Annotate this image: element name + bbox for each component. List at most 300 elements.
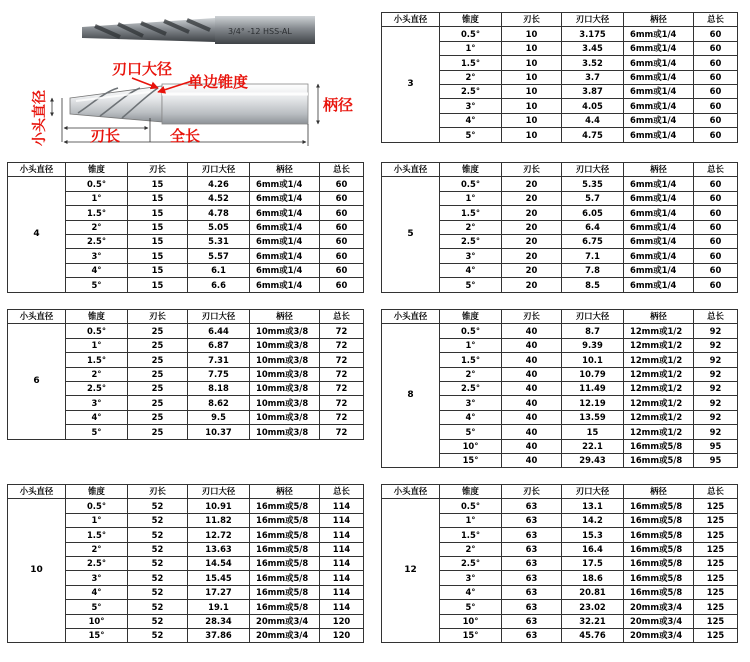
taper-cell: 1°: [440, 338, 502, 352]
column-header: 总长: [694, 13, 738, 27]
taper-cell: 5°: [440, 278, 502, 292]
flute-length-cell: 40: [502, 425, 562, 439]
overall-length-cell: 72: [320, 381, 364, 395]
overall-length-cell: 60: [694, 220, 738, 234]
overall-length-cell: 125: [694, 628, 738, 642]
cutting-diameter-cell: 15.45: [188, 571, 250, 585]
flute-length-cell: 63: [502, 556, 562, 570]
shank-cell: 6mm或1/4: [250, 206, 320, 220]
flute-length-cell: 10: [502, 27, 562, 41]
column-header: 总长: [320, 310, 364, 324]
column-header: 柄径: [250, 310, 320, 324]
taper-cell: 5°: [66, 600, 128, 614]
shank-cell: 16mm或5/8: [624, 542, 694, 556]
taper-cell: 0.5°: [440, 27, 502, 41]
cutting-diameter-cell: 4.52: [188, 191, 250, 205]
label-cutting-diameter: 刃口大径: [112, 60, 173, 78]
cutting-diameter-cell: 15.3: [562, 528, 624, 542]
cutting-diameter-cell: 37.86: [188, 628, 250, 642]
flute-length-cell: 52: [128, 571, 188, 585]
overall-length-cell: 92: [694, 353, 738, 367]
tip-diameter-cell: 12: [382, 499, 440, 643]
overall-length-cell: 125: [694, 513, 738, 527]
shank-cell: 10mm或3/8: [250, 381, 320, 395]
column-header: 锥度: [440, 13, 502, 27]
shank-cell: 6mm或1/4: [624, 56, 694, 70]
taper-cell: 2°: [66, 367, 128, 381]
overall-length-cell: 92: [694, 425, 738, 439]
taper-cell: 2.5°: [66, 556, 128, 570]
flute-length-cell: 40: [502, 324, 562, 338]
shank-cell: 12mm或1/2: [624, 353, 694, 367]
flute-length-cell: 63: [502, 528, 562, 542]
shank-cell: 6mm或1/4: [624, 249, 694, 263]
taper-cell: 1.5°: [440, 56, 502, 70]
cutting-diameter-cell: 5.31: [188, 234, 250, 248]
overall-length-cell: 125: [694, 614, 738, 628]
table-header-row: [382, 13, 738, 27]
overall-length-cell: 60: [694, 99, 738, 113]
overall-length-cell: 60: [694, 263, 738, 277]
shank-cell: 12mm或1/2: [624, 396, 694, 410]
shank-cell: 16mm或5/8: [250, 585, 320, 599]
flute-length-cell: 63: [502, 513, 562, 527]
flute-length-cell: 15: [128, 263, 188, 277]
flute-length-cell: 15: [128, 234, 188, 248]
tip-diameter-cell: 4: [8, 177, 66, 292]
cutting-diameter-cell: 19.1: [188, 600, 250, 614]
shank-cell: 6mm或1/4: [624, 84, 694, 98]
taper-cell: 3°: [440, 99, 502, 113]
flute-length-cell: 52: [128, 628, 188, 642]
shank-cell: 12mm或1/2: [624, 410, 694, 424]
flute-length-cell: 63: [502, 542, 562, 556]
taper-cell: 5°: [66, 278, 128, 292]
flute-length-cell: 52: [128, 614, 188, 628]
taper-cell: 4°: [66, 585, 128, 599]
column-header: 柄径: [624, 13, 694, 27]
column-header: 柄径: [624, 485, 694, 499]
cutting-diameter-cell: 6.05: [562, 206, 624, 220]
taper-cell: 1.5°: [440, 353, 502, 367]
flute-length-cell: 10: [502, 99, 562, 113]
shank-cell: 12mm或1/2: [624, 425, 694, 439]
column-header: 刃口大径: [562, 310, 624, 324]
cutting-diameter-cell: 4.78: [188, 206, 250, 220]
column-header: 小头直径: [8, 310, 66, 324]
cutting-diameter-cell: 8.7: [562, 324, 624, 338]
flute-length-cell: 40: [502, 353, 562, 367]
overall-length-cell: 114: [320, 513, 364, 527]
column-header: 刃长: [128, 485, 188, 499]
taper-cell: 2°: [440, 542, 502, 556]
shank-cell: 12mm或1/2: [624, 367, 694, 381]
flute-length-cell: 40: [502, 410, 562, 424]
table-header-row: [382, 310, 738, 324]
overall-length-cell: 72: [320, 338, 364, 352]
shank-cell: 16mm或5/8: [250, 542, 320, 556]
shank-cell: 6mm或1/4: [624, 191, 694, 205]
cutting-diameter-cell: 5.7: [562, 191, 624, 205]
cutting-diameter-cell: 16.4: [562, 542, 624, 556]
table-row: [382, 27, 738, 41]
flute-length-cell: 40: [502, 367, 562, 381]
column-header: 刃口大径: [188, 485, 250, 499]
overall-length-cell: 114: [320, 585, 364, 599]
flute-length-cell: 52: [128, 542, 188, 556]
shank-cell: 20mm或3/4: [250, 614, 320, 628]
column-header: 刃口大径: [188, 163, 250, 177]
flute-length-cell: 20: [502, 249, 562, 263]
cutting-diameter-cell: 6.1: [188, 263, 250, 277]
overall-length-cell: 92: [694, 324, 738, 338]
taper-cell: 15°: [66, 628, 128, 642]
overall-length-cell: 114: [320, 542, 364, 556]
cutting-diameter-cell: 12.19: [562, 396, 624, 410]
flute-length-cell: 15: [128, 220, 188, 234]
spec-table-tip-12: [381, 484, 738, 643]
cutting-diameter-cell: 14.2: [562, 513, 624, 527]
shank-cell: 10mm或3/8: [250, 353, 320, 367]
overall-length-cell: 114: [320, 556, 364, 570]
overall-length-cell: 114: [320, 528, 364, 542]
spec-table-tip-3: [381, 12, 738, 143]
overall-length-cell: 60: [694, 278, 738, 292]
column-header: 总长: [694, 163, 738, 177]
overall-length-cell: 60: [694, 41, 738, 55]
shank-cell: 10mm或3/8: [250, 396, 320, 410]
column-header: 刃长: [128, 163, 188, 177]
flute-length-cell: 52: [128, 528, 188, 542]
taper-cell: 15°: [440, 628, 502, 642]
shank-cell: 6mm或1/4: [250, 249, 320, 263]
cutting-diameter-cell: 29.43: [562, 453, 624, 467]
overall-length-cell: 125: [694, 600, 738, 614]
flute-length-cell: 10: [502, 113, 562, 127]
label-tip-diameter: 小头直径: [32, 90, 48, 146]
column-header: 小头直径: [8, 485, 66, 499]
cutting-diameter-cell: 28.34: [188, 614, 250, 628]
taper-cell: 2.5°: [66, 381, 128, 395]
overall-length-cell: 125: [694, 556, 738, 570]
overall-length-cell: 92: [694, 367, 738, 381]
column-header: 刃长: [128, 310, 188, 324]
flute-length-cell: 15: [128, 177, 188, 191]
flute-length-cell: 10: [502, 56, 562, 70]
overall-length-cell: 114: [320, 571, 364, 585]
flute-length-cell: 52: [128, 513, 188, 527]
taper-cell: 2°: [440, 70, 502, 84]
shank-cell: 6mm或1/4: [624, 234, 694, 248]
shank-marking: 3/4° -12 HSS-AL: [228, 27, 292, 36]
flute-length-cell: 10: [502, 70, 562, 84]
overall-length-cell: 60: [694, 128, 738, 142]
table-row: [382, 324, 738, 338]
cutting-diameter-cell: 3.87: [562, 84, 624, 98]
column-header: 总长: [320, 163, 364, 177]
flute-length-cell: 20: [502, 220, 562, 234]
shank-cell: 20mm或3/4: [624, 628, 694, 642]
shank-cell: 6mm或1/4: [624, 27, 694, 41]
shank-cell: 16mm或5/8: [250, 571, 320, 585]
flute-length-cell: 63: [502, 571, 562, 585]
taper-cell: 3°: [66, 571, 128, 585]
shank-cell: 6mm或1/4: [624, 99, 694, 113]
cutting-diameter-cell: 6.75: [562, 234, 624, 248]
shank-cell: 6mm或1/4: [624, 70, 694, 84]
shank-cell: 6mm或1/4: [624, 220, 694, 234]
table-header-row: [382, 485, 738, 499]
column-header: 总长: [320, 485, 364, 499]
cutting-diameter-cell: 6.4: [562, 220, 624, 234]
taper-cell: 1°: [440, 41, 502, 55]
overall-length-cell: 72: [320, 353, 364, 367]
tip-diameter-cell: 5: [382, 177, 440, 292]
shank-cell: 6mm或1/4: [624, 263, 694, 277]
shank-cell: 20mm或3/4: [624, 614, 694, 628]
shank-cell: 16mm或5/8: [250, 556, 320, 570]
overall-length-cell: 60: [694, 234, 738, 248]
overall-length-cell: 60: [320, 220, 364, 234]
overall-length-cell: 125: [694, 499, 738, 513]
table-header-row: [8, 163, 364, 177]
flute-length-cell: 20: [502, 206, 562, 220]
column-header: 总长: [694, 485, 738, 499]
cutting-diameter-cell: 20.81: [562, 585, 624, 599]
cutting-diameter-cell: 13.1: [562, 499, 624, 513]
flute-length-cell: 25: [128, 381, 188, 395]
spec-table-tip-6: [7, 309, 364, 440]
shank-cell: 12mm或1/2: [624, 324, 694, 338]
overall-length-cell: 60: [694, 70, 738, 84]
overall-length-cell: 125: [694, 585, 738, 599]
cutting-diameter-cell: 8.5: [562, 278, 624, 292]
taper-cell: 5°: [440, 425, 502, 439]
flute-length-cell: 25: [128, 410, 188, 424]
overall-length-cell: 72: [320, 396, 364, 410]
flute-length-cell: 52: [128, 499, 188, 513]
overall-length-cell: 60: [694, 191, 738, 205]
overall-length-cell: 60: [694, 177, 738, 191]
column-header: 刃长: [502, 13, 562, 27]
cutting-diameter-cell: 23.02: [562, 600, 624, 614]
cutting-diameter-cell: 8.18: [188, 381, 250, 395]
overall-length-cell: 60: [320, 263, 364, 277]
flute-length-cell: 25: [128, 324, 188, 338]
cutting-diameter-cell: 22.1: [562, 439, 624, 453]
taper-cell: 4°: [66, 263, 128, 277]
shank-cell: 16mm或5/8: [624, 513, 694, 527]
taper-cell: 10°: [440, 614, 502, 628]
cutting-diameter-cell: 3.52: [562, 56, 624, 70]
taper-cell: 1.5°: [440, 206, 502, 220]
shank-cell: 10mm或3/8: [250, 367, 320, 381]
flute-length-cell: 52: [128, 556, 188, 570]
taper-cell: 1°: [66, 191, 128, 205]
flute-length-cell: 63: [502, 585, 562, 599]
flute-length-cell: 40: [502, 338, 562, 352]
shank-cell: 10mm或3/8: [250, 338, 320, 352]
flute-length-cell: 52: [128, 600, 188, 614]
taper-cell: 10°: [440, 439, 502, 453]
shank-cell: 16mm或5/8: [250, 499, 320, 513]
cutting-diameter-cell: 7.75: [188, 367, 250, 381]
column-header: 刃口大径: [562, 13, 624, 27]
flute-length-cell: 63: [502, 614, 562, 628]
taper-cell: 1°: [440, 513, 502, 527]
taper-cell: 1.5°: [66, 206, 128, 220]
table-header-row: [382, 163, 738, 177]
taper-cell: 4°: [440, 263, 502, 277]
table-header-row: [8, 310, 364, 324]
cutting-diameter-cell: 12.72: [188, 528, 250, 542]
cutting-diameter-cell: 5.05: [188, 220, 250, 234]
end-mill-diagram-svg: [0, 0, 360, 158]
overall-length-cell: 125: [694, 571, 738, 585]
spec-table-tip-8: [381, 309, 738, 468]
overall-length-cell: 95: [694, 439, 738, 453]
flute-length-cell: 15: [128, 206, 188, 220]
overall-length-cell: 120: [320, 614, 364, 628]
table-row: [382, 177, 738, 191]
shank-cell: 6mm或1/4: [250, 278, 320, 292]
overall-length-cell: 72: [320, 324, 364, 338]
taper-cell: 2°: [440, 367, 502, 381]
flute-length-cell: 63: [502, 600, 562, 614]
overall-length-cell: 60: [320, 234, 364, 248]
column-header: 锥度: [66, 163, 128, 177]
taper-cell: 2.5°: [440, 556, 502, 570]
shank-cell: 16mm或5/8: [624, 453, 694, 467]
taper-cell: 2.5°: [440, 84, 502, 98]
overall-length-cell: 72: [320, 410, 364, 424]
cutting-diameter-cell: 7.31: [188, 353, 250, 367]
cutting-diameter-cell: 10.37: [188, 425, 250, 439]
cutting-diameter-cell: 10.91: [188, 499, 250, 513]
tool-photo: [82, 16, 315, 44]
flute-length-cell: 25: [128, 353, 188, 367]
overall-length-cell: 60: [320, 249, 364, 263]
taper-cell: 3°: [440, 571, 502, 585]
column-header: 刃口大径: [562, 485, 624, 499]
cutting-diameter-cell: 4.4: [562, 113, 624, 127]
cutting-diameter-cell: 8.62: [188, 396, 250, 410]
taper-cell: 2.5°: [440, 234, 502, 248]
flute-length-cell: 10: [502, 128, 562, 142]
shank-cell: 10mm或3/8: [250, 410, 320, 424]
overall-length-cell: 92: [694, 410, 738, 424]
shank-cell: 6mm或1/4: [250, 191, 320, 205]
cutting-diameter-cell: 15: [562, 425, 624, 439]
shank-cell: 6mm或1/4: [250, 234, 320, 248]
shank-cell: 6mm或1/4: [250, 177, 320, 191]
overall-length-cell: 60: [694, 113, 738, 127]
cutting-diameter-cell: 32.21: [562, 614, 624, 628]
shank-cell: 20mm或3/4: [624, 600, 694, 614]
flute-length-cell: 25: [128, 396, 188, 410]
column-header: 小头直径: [382, 310, 440, 324]
column-header: 锥度: [66, 485, 128, 499]
cutting-diameter-cell: 17.5: [562, 556, 624, 570]
tip-diameter-cell: 3: [382, 27, 440, 142]
taper-cell: 2°: [66, 542, 128, 556]
flute-length-cell: 20: [502, 263, 562, 277]
flute-length-cell: 15: [128, 249, 188, 263]
taper-cell: 0.5°: [440, 324, 502, 338]
tip-diameter-cell: 6: [8, 324, 66, 439]
shank-cell: 16mm或5/8: [624, 439, 694, 453]
shank-cell: 12mm或1/2: [624, 338, 694, 352]
cutting-diameter-cell: 7.1: [562, 249, 624, 263]
overall-length-cell: 60: [320, 191, 364, 205]
taper-cell: 3°: [440, 396, 502, 410]
shank-cell: 6mm或1/4: [624, 41, 694, 55]
overall-length-cell: 60: [694, 56, 738, 70]
overall-length-cell: 125: [694, 542, 738, 556]
label-taper-per-side: 单边锥度: [188, 73, 249, 91]
overall-length-cell: 92: [694, 396, 738, 410]
overall-length-cell: 92: [694, 381, 738, 395]
cutting-diameter-cell: 6.44: [188, 324, 250, 338]
flute-length-cell: 10: [502, 84, 562, 98]
flute-length-cell: 15: [128, 191, 188, 205]
flute-length-cell: 40: [502, 439, 562, 453]
overall-length-cell: 114: [320, 499, 364, 513]
overall-length-cell: 120: [320, 628, 364, 642]
taper-cell: 3°: [66, 249, 128, 263]
taper-cell: 4°: [440, 585, 502, 599]
taper-cell: 0.5°: [66, 499, 128, 513]
column-header: 刃口大径: [188, 310, 250, 324]
flute-length-cell: 10: [502, 41, 562, 55]
taper-cell: 2°: [440, 220, 502, 234]
taper-cell: 1°: [66, 513, 128, 527]
column-header: 柄径: [250, 163, 320, 177]
column-header: 锥度: [440, 310, 502, 324]
overall-length-cell: 60: [320, 177, 364, 191]
cutting-diameter-cell: 5.35: [562, 177, 624, 191]
overall-length-cell: 92: [694, 338, 738, 352]
cutting-diameter-cell: 4.75: [562, 128, 624, 142]
overall-length-cell: 60: [320, 206, 364, 220]
taper-cell: 4°: [66, 410, 128, 424]
spec-table-tip-5: [381, 162, 738, 293]
cutting-diameter-cell: 18.6: [562, 571, 624, 585]
end-mill-diagram: [0, 0, 360, 158]
taper-cell: 2.5°: [66, 234, 128, 248]
flute-length-cell: 25: [128, 425, 188, 439]
column-header: 刃长: [502, 310, 562, 324]
taper-cell: 3°: [440, 249, 502, 263]
tip-diameter-cell: 8: [382, 324, 440, 468]
table-row: [8, 499, 364, 513]
shank-cell: 16mm或5/8: [624, 585, 694, 599]
shank-cell: 20mm或3/4: [250, 628, 320, 642]
column-header: 刃口大径: [562, 163, 624, 177]
column-header: 总长: [694, 310, 738, 324]
overall-length-cell: 72: [320, 367, 364, 381]
shank-cell: 6mm或1/4: [624, 206, 694, 220]
taper-cell: 5°: [440, 128, 502, 142]
cutting-diameter-cell: 6.6: [188, 278, 250, 292]
cutting-diameter-cell: 14.54: [188, 556, 250, 570]
flute-length-cell: 63: [502, 628, 562, 642]
shank-cell: 6mm或1/4: [624, 177, 694, 191]
taper-cell: 1.5°: [66, 528, 128, 542]
overall-length-cell: 60: [320, 278, 364, 292]
overall-length-cell: 125: [694, 528, 738, 542]
flute-length-cell: 40: [502, 396, 562, 410]
